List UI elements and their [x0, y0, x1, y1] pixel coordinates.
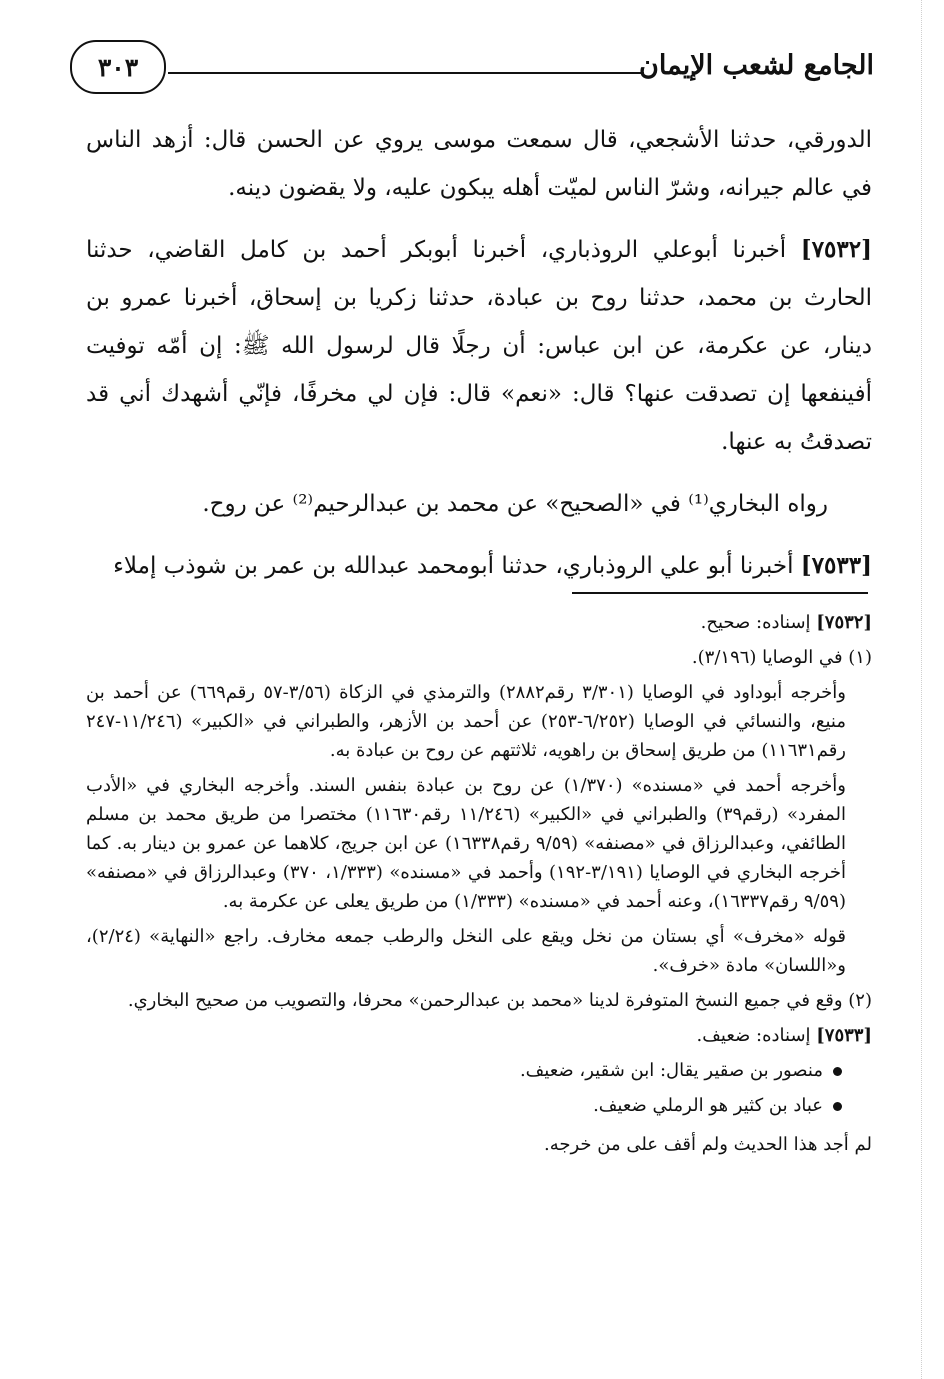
list-item-text: عباد بن كثير هو الرملي ضعيف. [593, 1095, 823, 1116]
footnote-1-detail: وأخرجه أحمد في «مسنده» (١/٣٧٠) عن روح بن عبادة بنفس السند. وأخرجه البخاري في «الأدب المفرد» (رقم٣٩) والطبراني في «الكبير» (١١/٢٤٦ رقم١١٦٣٠) مختصرا من طريق محمد بن مسلم الطائفي، وعبدالرزاق في «مصنفه» (٩/٥٩ رقم١٦٣٣٨) عن ابن جريج، كلاهما عن عمرو بن دينار به. كما أخرجه البخاري في الوصايا (٣/١٩١-١٩٢) وأحمد في «مسنده» (١/٣٣٣، ٣٧٠) وعبدالرزاق في «مصنفه» (٩/٥٩ رقم١٦٣٣٧)، وعنه أحمد في «مسنده» (١/٣٣٣) من طريق يعلى عن عكرمة به. [86, 775, 847, 912]
note-isnad-7532 [86, 608, 872, 637]
hadith-text: أخبرنا أبوعلي الروذباري، أخبرنا أبوبكر أحمد بن كامل القاضي، حدثنا الحارث بن محمد، حدثنا روح بن عبادة، حدثنا زكريا بن إسحاق، أخبرنا عمرو بن دينار، عن عكرمة، عن ابن عباس: أن رجلًا قال لرسول الله ﷺ: إن أمّه توفيت أفينفعها إن تصدقت عنها؟ قال: «نعم» قال: فإن لي مخرفًا، فإنّي أشهدك أني قد تصدقتُ به عنها. [86, 237, 872, 455]
hadith-7533 [86, 542, 872, 590]
hadith-7532 [86, 226, 872, 466]
hadith-text: أخبرنا أبو علي الروذباري، حدثنا أبومحمد عبدالله بن عمر بن شوذب إملاء [113, 553, 801, 579]
main-text [86, 116, 872, 604]
page-number: ٣٠٣ [97, 52, 139, 82]
note-number: [٧٥٣٣] [816, 1025, 872, 1046]
page-number-badge [70, 40, 166, 94]
list-item [86, 1056, 842, 1085]
list-item-text: منصور بن صقير يقال: ابن شقير، ضعيف. [519, 1060, 823, 1081]
running-title: الجامع لشعب الإيمان [639, 50, 874, 81]
note-text: إسناده: ضعيف. [696, 1025, 817, 1046]
hadith-number: [٧٥٣٢] [800, 236, 872, 263]
bullet-icon [833, 1067, 842, 1076]
bullet-icon [833, 1102, 842, 1111]
footnote-1: (١) في الوصايا (٣/١٩٦). [691, 647, 872, 668]
footnote-1-detail: وأخرجه أبوداود في الوصايا (٣/٣٠١ رقم٢٨٨٢) والترمذي في الزكاة (٣/٥٦-٥٧ رقم٦٦٩) عن أحمد بن منيع، والنسائي في الوصايا (٦/٢٥٢-٢٥٣) عن أحمد بن الأزهر، والطبراني في «الكبير» (١١/٢٤٦-٢٤٧ رقم١١٦٣١) من طريق إسحاق بن راهويه، ثلاثتهم عن روح بن عبادة به. [86, 682, 847, 761]
page-header [70, 40, 874, 96]
list-item [86, 1091, 842, 1120]
takhrij-line: رواه البخاري⁽¹⁾ في «الصحيح» عن محمد بن عبدالرحيم⁽²⁾ عن روح. [202, 491, 828, 517]
footnotes [86, 608, 872, 1165]
narrator-list [86, 1056, 872, 1120]
note-number: [٧٥٣٢] [816, 612, 872, 633]
note-isnad-7533 [86, 1021, 872, 1050]
footnote-1-detail: قوله «مخرف» أي بستان من نخل ويقع على النخل والرطب جمعه مخارف. راجع «النهاية» (٢/٢٤)، و«اللسان» مادة «خرف». [86, 926, 846, 976]
page-edge [921, 0, 922, 1379]
note-text: إسناده: صحيح. [700, 612, 817, 633]
final-note: لم أجد هذا الحديث ولم أقف على من خرجه. [544, 1134, 872, 1155]
header-rule [168, 72, 644, 74]
hadith-number: [٧٥٣٣] [800, 552, 872, 579]
footnote-separator [572, 592, 868, 594]
paragraph-continuation: الدورقي، حدثنا الأشجعي، قال سمعت موسى يروي عن الحسن قال: أزهد الناس في عالم جيرانه، وشرّ الناس لميّت أهله يبكون عليه، ولا يقضون دينه. [86, 127, 872, 201]
footnote-2: (٢) وقع في جميع النسخ المتوفرة لدينا «محمد بن عبدالرحمن» محرفا، والتصويب من صحيح البخاري. [127, 990, 872, 1011]
